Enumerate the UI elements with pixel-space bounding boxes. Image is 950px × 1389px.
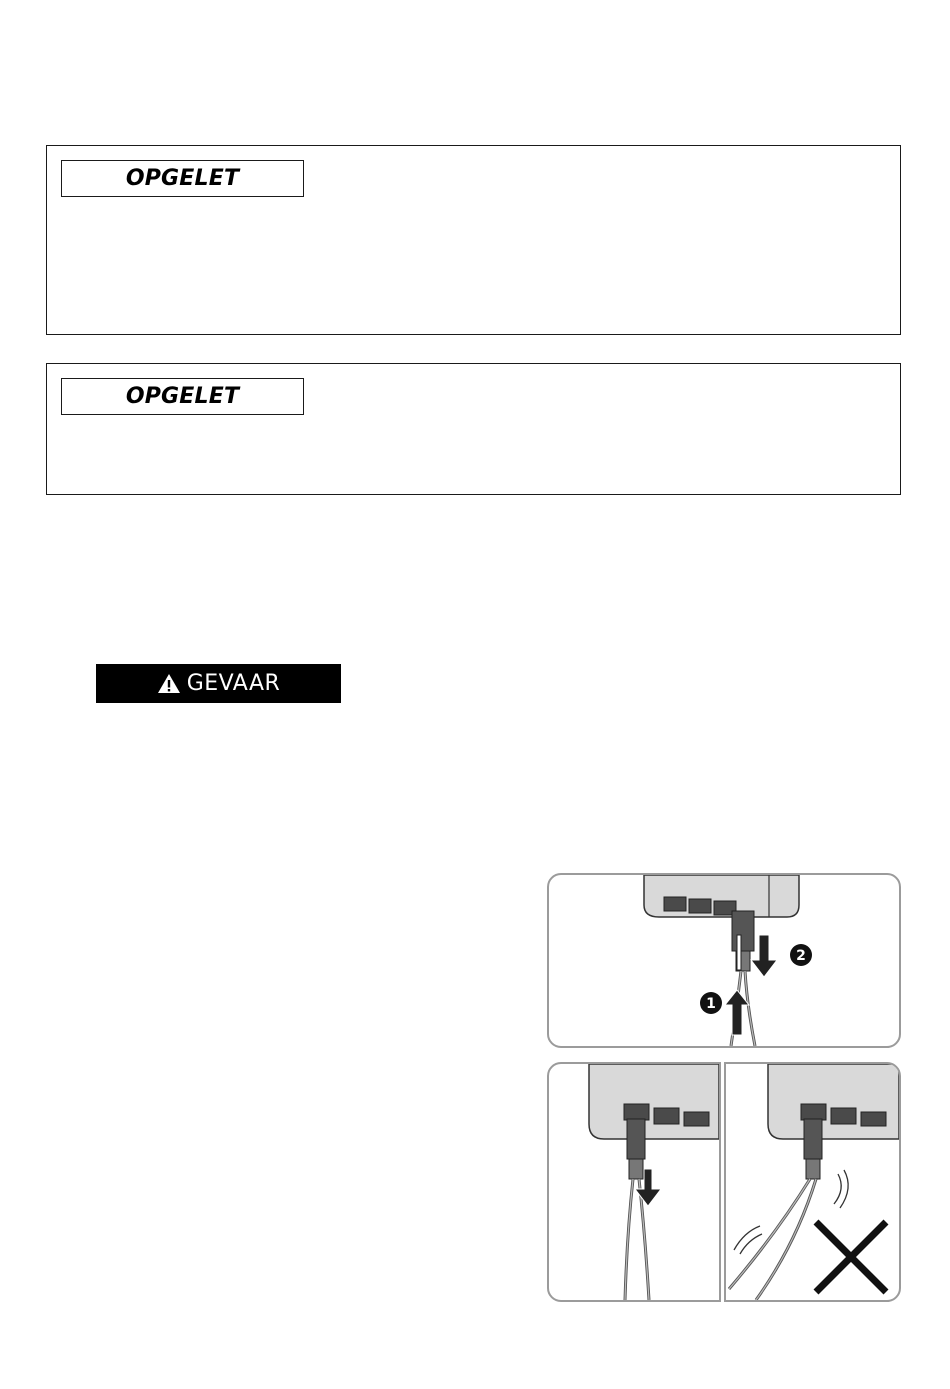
danger-label-text: GEVAAR bbox=[186, 671, 281, 696]
figure-incorrect-pull bbox=[724, 1062, 901, 1302]
warning-triangle-icon bbox=[157, 673, 181, 694]
danger-label bbox=[96, 664, 341, 703]
svg-text:2: 2 bbox=[796, 948, 806, 964]
opgelet-label: OPGELET bbox=[61, 378, 304, 415]
notice-box-opgelet-1 bbox=[46, 145, 901, 335]
opgelet-label: OPGELET bbox=[61, 160, 304, 197]
figure-correct-pull bbox=[547, 1062, 721, 1302]
figure-disconnect-steps bbox=[547, 873, 901, 1048]
notice-box-opgelet-2 bbox=[46, 363, 901, 495]
cross-icon bbox=[816, 1222, 886, 1292]
svg-text:1: 1 bbox=[706, 996, 716, 1012]
